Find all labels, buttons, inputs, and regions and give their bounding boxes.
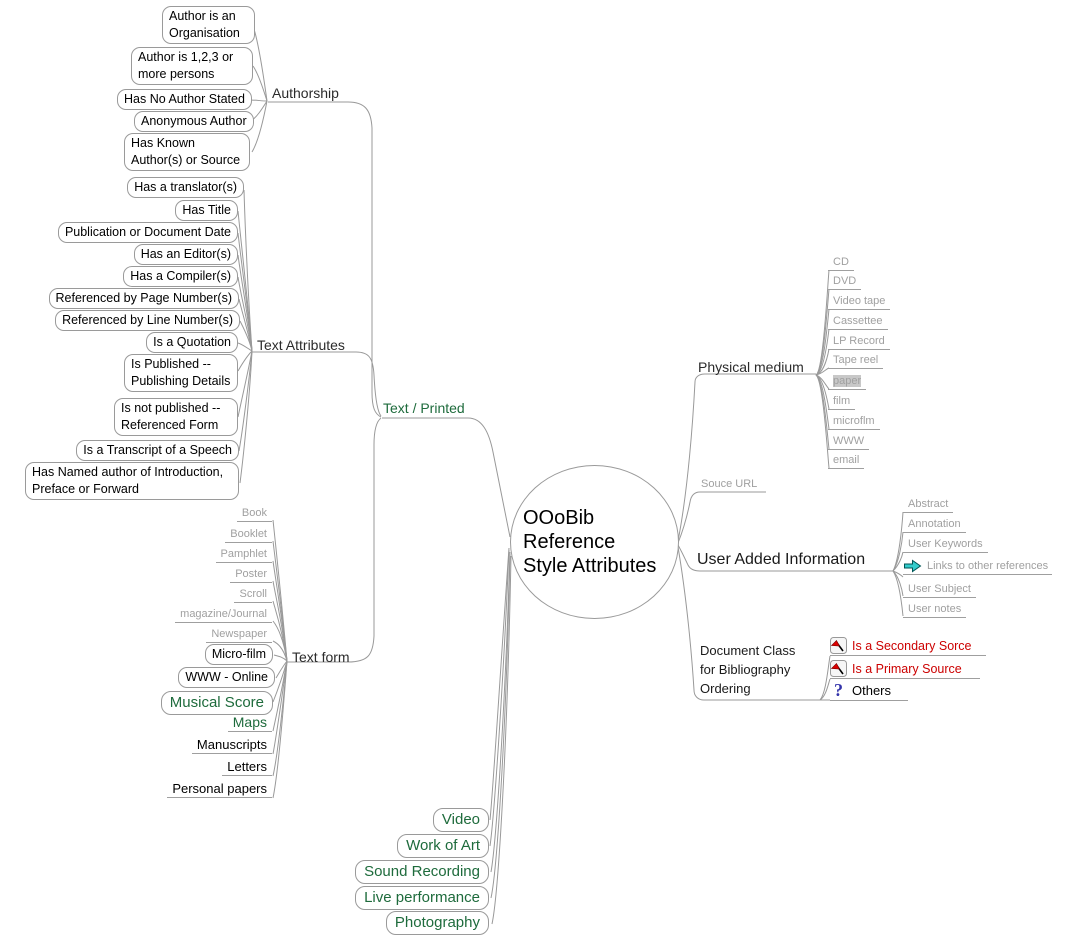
node-magazine-journal[interactable]: magazine/Journal	[175, 608, 272, 623]
node-document-class[interactable]: Document Class for Bibliography Ordering	[700, 643, 796, 696]
node-user-subject[interactable]: User Subject	[903, 583, 976, 598]
node-not-published[interactable]: Is not published -- Referenced Form	[114, 398, 238, 436]
node-sound-recording[interactable]: Sound Recording	[355, 860, 489, 884]
forward-arrow-icon	[903, 559, 922, 573]
node-abstract[interactable]: Abstract	[903, 498, 953, 513]
node-secondary-source[interactable]	[830, 637, 986, 656]
node-text-attributes[interactable]: Text Attributes	[257, 337, 345, 353]
node-text-printed[interactable]: Text / Printed	[383, 400, 465, 416]
node-newspaper[interactable]: Newspaper	[206, 628, 272, 643]
node-text-form[interactable]: Text form	[292, 649, 350, 665]
selection-highlight: paper	[833, 375, 862, 387]
node-is-quotation[interactable]: Is a Quotation	[146, 332, 238, 353]
node-publication-date[interactable]: Publication or Document Date	[58, 222, 238, 243]
node-tape-reel[interactable]: Tape reel	[828, 354, 883, 369]
node-ref-page-number[interactable]: Referenced by Page Number(s)	[49, 288, 239, 309]
node-scroll[interactable]: Scroll	[234, 588, 272, 603]
node-poster[interactable]: Poster	[230, 568, 272, 583]
node-is-published[interactable]: Is Published -- Publishing Details	[124, 354, 238, 392]
node-book[interactable]: Book	[237, 507, 272, 522]
node-user-added-information[interactable]: User Added Information	[697, 551, 866, 568]
node-video-tape[interactable]: Video tape	[828, 295, 890, 310]
node-known-author-source[interactable]: Has Known Author(s) or Source	[124, 133, 250, 171]
node-musical-score[interactable]: Musical Score	[161, 691, 273, 715]
question-mark-icon: ?	[834, 680, 843, 700]
node-www[interactable]: WWW	[828, 435, 869, 450]
node-micro-film[interactable]: Micro-film	[205, 644, 273, 665]
node-dvd[interactable]: DVD	[828, 275, 861, 290]
node-letters[interactable]: Letters	[222, 759, 272, 776]
node-authorship[interactable]: Authorship	[272, 85, 339, 101]
node-lp-record[interactable]: LP Record	[828, 335, 890, 350]
node-manuscripts[interactable]: Manuscripts	[192, 737, 272, 754]
primary-source-label: Is a Primary Source	[852, 661, 962, 676]
node-named-author-intro[interactable]: Has Named author of Introduction, Preface or Forward	[25, 462, 239, 500]
others-label: Others	[852, 683, 892, 698]
node-ref-line-number[interactable]: Referenced by Line Number(s)	[55, 310, 240, 331]
node-email[interactable]: email	[828, 454, 864, 469]
node-personal-papers[interactable]: Personal papers	[167, 781, 272, 798]
links-label: Links to other references	[927, 559, 1049, 572]
node-video[interactable]: Video	[433, 808, 489, 832]
node-paper[interactable]	[828, 375, 866, 390]
node-transcript-speech[interactable]: Is a Transcript of a Speech	[76, 440, 239, 461]
node-www-online[interactable]: WWW - Online	[178, 667, 275, 688]
node-work-of-art[interactable]: Work of Art	[397, 834, 489, 858]
node-cassettee[interactable]: Cassettee	[828, 315, 888, 330]
node-film[interactable]: film	[828, 395, 855, 410]
node-author-123-persons[interactable]: Author is 1,2,3 or more persons	[131, 47, 253, 85]
node-primary-source[interactable]	[830, 660, 980, 679]
node-links-other-references[interactable]	[903, 559, 1052, 575]
node-booklet[interactable]: Booklet	[225, 528, 272, 543]
node-cd[interactable]: CD	[828, 256, 854, 271]
node-user-keywords[interactable]: User Keywords	[903, 538, 988, 553]
node-author-organisation[interactable]: Author is an Organisation	[162, 6, 255, 44]
node-has-title[interactable]: Has Title	[175, 200, 238, 221]
node-maps[interactable]: Maps	[228, 715, 272, 732]
red-flag-icon	[830, 637, 847, 654]
node-annotation[interactable]: Annotation	[903, 518, 966, 533]
node-anonymous-author[interactable]: Anonymous Author	[134, 111, 254, 132]
root-node[interactable]	[510, 465, 679, 619]
node-photography[interactable]: Photography	[386, 911, 489, 935]
node-no-author-stated[interactable]: Has No Author Stated	[117, 89, 252, 110]
node-has-editor[interactable]: Has an Editor(s)	[134, 244, 238, 265]
node-others[interactable]	[830, 682, 908, 701]
red-flag-icon	[830, 660, 847, 677]
node-has-compiler[interactable]: Has a Compiler(s)	[123, 266, 238, 287]
root-title: OOoBib Reference Style Attributes	[523, 507, 657, 577]
node-physical-medium[interactable]: Physical medium	[698, 359, 804, 375]
node-souce-url[interactable]: Souce URL	[701, 478, 758, 490]
node-user-notes[interactable]: User notes	[903, 603, 966, 618]
node-live-performance[interactable]: Live performance	[355, 886, 489, 910]
node-microflm[interactable]: microflm	[828, 415, 880, 430]
secondary-source-label: Is a Secondary Sorce	[852, 638, 972, 653]
node-pamphlet[interactable]: Pamphlet	[216, 548, 272, 563]
node-has-translator[interactable]: Has a translator(s)	[127, 177, 244, 198]
